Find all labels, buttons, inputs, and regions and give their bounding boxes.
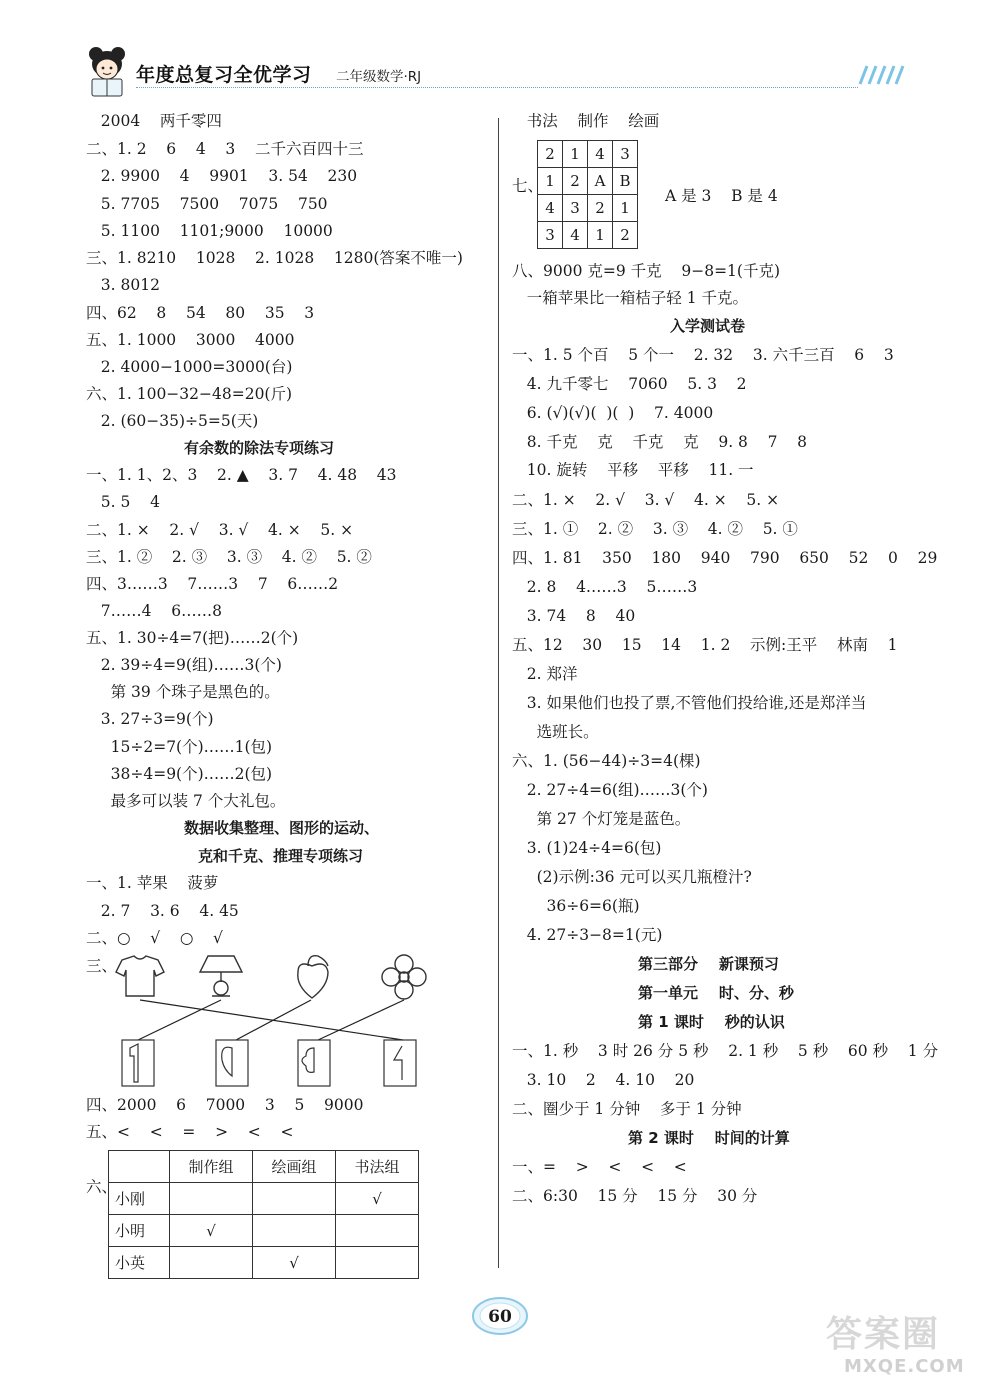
answer-line: 一、= > < < < — [512, 1158, 687, 1176]
reading-kid-icon — [82, 44, 132, 100]
table-row-header: 小明 — [109, 1215, 170, 1247]
table-row-header: 小英 — [109, 1247, 170, 1279]
answer-line: 38÷4=9(个)……2(包) — [86, 765, 273, 783]
answer-line: 3. (1)24÷4=6(包) — [512, 839, 662, 857]
grid-cell: 1 — [538, 168, 563, 195]
answer-line: 二、圈少于 1 分钟 多于 1 分钟 — [512, 1100, 742, 1118]
answer-line: 一、1. 秒 3 时 26 分 5 秒 2. 1 秒 5 秒 60 秒 1 分 — [512, 1042, 939, 1060]
answer-line: 三、1. ② 2. ③ 3. ③ 4. ② 5. ② — [86, 548, 372, 566]
watermark-logo-text: 答案圈 — [826, 1314, 941, 1355]
answer-line: 2. 8 4……3 5……3 — [512, 578, 698, 596]
column-divider — [498, 118, 499, 1268]
answer-line: 3. 10 2 4. 10 20 — [512, 1071, 695, 1089]
section-heading: 第 2 课时 时间的计算 — [628, 1129, 790, 1147]
grid-cell: 2 — [538, 141, 563, 168]
grid-cell: 1 — [613, 195, 638, 222]
table-row-header: 小刚 — [109, 1183, 170, 1215]
answer-line: 二、○ √ ○ √ — [86, 929, 223, 947]
answer-line: 六、 — [86, 1178, 118, 1196]
stripe-decoration-icon — [858, 64, 910, 86]
answer-line: 4. 九千零七 7060 5. 3 2 — [512, 375, 747, 393]
table-cell — [170, 1247, 253, 1279]
group-choice-table — [108, 1150, 419, 1279]
section-heading: 第一单元 时、分、秒 — [638, 984, 794, 1002]
answer-line: 2. 39÷4=9(组)……3(个) — [86, 656, 282, 674]
answer-line: 第 27 个灯笼是蓝色。 — [512, 810, 691, 828]
answer-line: 五、1. 1000 3000 4000 — [86, 331, 295, 349]
answer-line: 三、 — [86, 957, 118, 975]
answer-line: 一箱苹果比一箱桔子轻 1 千克。 — [512, 289, 748, 307]
table-cell — [253, 1183, 336, 1215]
answer-line: 五、< < = > < < — [86, 1123, 294, 1141]
grid-cell: 2 — [563, 168, 588, 195]
answer-line: 2. 7 3. 6 4. 45 — [86, 902, 239, 920]
watermark — [826, 1306, 996, 1386]
answer-line: 六、1. (56−44)÷3=4(棵) — [512, 752, 701, 770]
answer-line: 10. 旋转 平移 平移 11. 一 — [512, 461, 754, 479]
answer-line: 三、1. ① 2. ② 3. ③ 4. ② 5. ① — [512, 520, 798, 538]
grid-cell: 3 — [538, 222, 563, 249]
answer-line: 2. 9900 4 9901 3. 54 230 — [86, 167, 358, 185]
number-grid — [537, 140, 638, 249]
answer-line: 3. 如果他们也投了票,不管他们投给谁,还是郑洋当 — [512, 694, 867, 712]
book-subtitle: 二年级数学·RJ — [336, 69, 422, 85]
grid-cell: 1 — [563, 141, 588, 168]
brand-title: 年度总复习全优学习 — [136, 64, 312, 86]
answer-line: 二、1. × 2. √ 3. √ 4. × 5. × — [86, 521, 354, 539]
lamp-icon — [200, 956, 242, 996]
answer-line: 四、3……3 7……3 7 6……2 — [86, 575, 339, 593]
grid-cell: A — [588, 168, 613, 195]
answer-line: 5. 5 4 — [86, 493, 160, 511]
table-cell: √ — [170, 1215, 253, 1247]
table-row — [109, 1247, 419, 1279]
table-row — [109, 1215, 419, 1247]
answer-line: 二、6:30 15 分 15 分 30 分 — [512, 1187, 758, 1205]
header-rule — [136, 87, 858, 88]
answer-line: 四、2000 6 7000 3 5 9000 — [86, 1096, 364, 1114]
answer-line: 5. 7705 7500 7075 750 — [86, 195, 328, 213]
half-flower-icon — [298, 1040, 330, 1086]
answer-line: 一、1. 5 个百 5 个一 2. 32 3. 六千三百 6 3 — [512, 346, 894, 364]
table-cell: √ — [336, 1183, 419, 1215]
answer-line: 五、1. 30÷4=7(把)……2(个) — [86, 629, 299, 647]
answer-line: 五、12 30 15 14 1. 2 示例:王平 林南 1 — [512, 636, 898, 654]
page-header — [80, 38, 920, 108]
half-heart-icon — [216, 1040, 248, 1086]
answer-line: 二、1. 2 6 4 3 二千六百四十三 — [86, 140, 364, 158]
answer-line: 4. 27÷3−8=1(元) — [512, 926, 663, 944]
section-heading: 入学测试卷 — [670, 317, 746, 335]
answer-line: 最多可以装 7 个大礼包。 — [86, 792, 286, 810]
table-cell — [253, 1215, 336, 1247]
table-header-cell: 绘画组 — [253, 1151, 336, 1183]
answer-line: 36÷6=6(瓶) — [512, 897, 640, 915]
table-cell — [170, 1183, 253, 1215]
answer-line: 六、1. 100−32−48=20(斤) — [86, 385, 293, 403]
answer-line: 2. 4000−1000=3000(台) — [86, 358, 293, 376]
section-heading: 第三部分 新课预习 — [638, 955, 779, 973]
answer-line: 一、1. 1、2、3 2. ▲ 3. 7 4. 48 43 — [86, 466, 397, 484]
grid-cell: 4 — [588, 141, 613, 168]
answer-line: (2)示例:36 元可以买几瓶橙汁? — [512, 868, 752, 886]
answer-line: A 是 3 B 是 4 — [665, 187, 778, 205]
match-lines — [138, 1000, 404, 1040]
answer-line: 七、 — [512, 177, 544, 195]
answer-line: 2. 27÷4=6(组)……3(个) — [512, 781, 708, 799]
table-header-cell: 制作组 — [170, 1151, 253, 1183]
table-cell: √ — [253, 1247, 336, 1279]
grid-cell: 2 — [588, 195, 613, 222]
table-header-cell: 书法组 — [336, 1151, 419, 1183]
answer-line: 三、1. 8210 1028 2. 1028 1280(答案不唯一) — [86, 249, 463, 267]
answer-line: 15÷2=7(个)……1(包) — [86, 738, 273, 756]
section-heading: 数据收集整理、图形的运动、 — [184, 819, 380, 837]
answer-line: 二、1. × 2. √ 3. √ 4. × 5. × — [512, 491, 780, 509]
heart-bag-icon — [298, 956, 328, 998]
answer-line: 八、9000 克=9 千克 9−8=1(千克) — [512, 262, 781, 280]
matching-picture — [108, 952, 428, 1094]
answer-line: 选班长。 — [512, 723, 599, 741]
answer-line: 2. 郑洋 — [512, 665, 578, 683]
answer-line: 第 39 个珠子是黑色的。 — [86, 683, 280, 701]
answer-line: 2. (60−35)÷5=5(天) — [86, 412, 259, 430]
answer-line: 书法 制作 绘画 — [512, 112, 660, 130]
table-cell — [336, 1215, 419, 1247]
section-heading: 克和千克、推理专项练习 — [198, 847, 364, 865]
answer-line: 3. 27÷3=9(个) — [86, 710, 214, 728]
answer-line: 6. (√)(√)( )( ) 7. 4000 — [512, 404, 714, 422]
answer-line: 8. 千克 克 千克 克 9. 8 7 8 — [512, 433, 808, 451]
page-number-badge — [470, 1294, 530, 1338]
answer-line: 3. 74 8 40 — [512, 607, 636, 625]
answer-line: 5. 1100 1101;9000 10000 — [86, 222, 333, 240]
table-cell — [336, 1247, 419, 1279]
grid-cell: 4 — [538, 195, 563, 222]
shirt-icon — [116, 956, 164, 996]
grid-cell: 2 — [613, 222, 638, 249]
answer-line: 2004 两千零四 — [86, 112, 222, 130]
section-heading: 有余数的除法专项练习 — [184, 439, 335, 457]
grid-cell: 3 — [563, 195, 588, 222]
grid-cell: 3 — [613, 141, 638, 168]
flower-icon — [382, 955, 426, 999]
table-row — [109, 1183, 419, 1215]
answer-line: 四、1. 81 350 180 940 790 650 52 0 29 — [512, 549, 938, 567]
watermark-url: MXQE.COM — [844, 1356, 965, 1377]
section-heading: 第 1 课时 秒的认识 — [638, 1013, 785, 1031]
grid-cell: 4 — [563, 222, 588, 249]
grid-cell: B — [613, 168, 638, 195]
answer-line: 3. 8012 — [86, 276, 160, 294]
grid-cell: 1 — [588, 222, 613, 249]
half-lamp-icon — [384, 1040, 416, 1086]
page-number: 60 — [488, 1307, 512, 1327]
table-corner-cell — [109, 1151, 170, 1183]
half-shirt-icon — [122, 1040, 154, 1086]
answer-line: 7……4 6……8 — [86, 602, 222, 620]
answer-line: 一、1. 苹果 菠萝 — [86, 874, 219, 892]
answer-line: 四、62 8 54 80 35 3 — [86, 304, 315, 322]
